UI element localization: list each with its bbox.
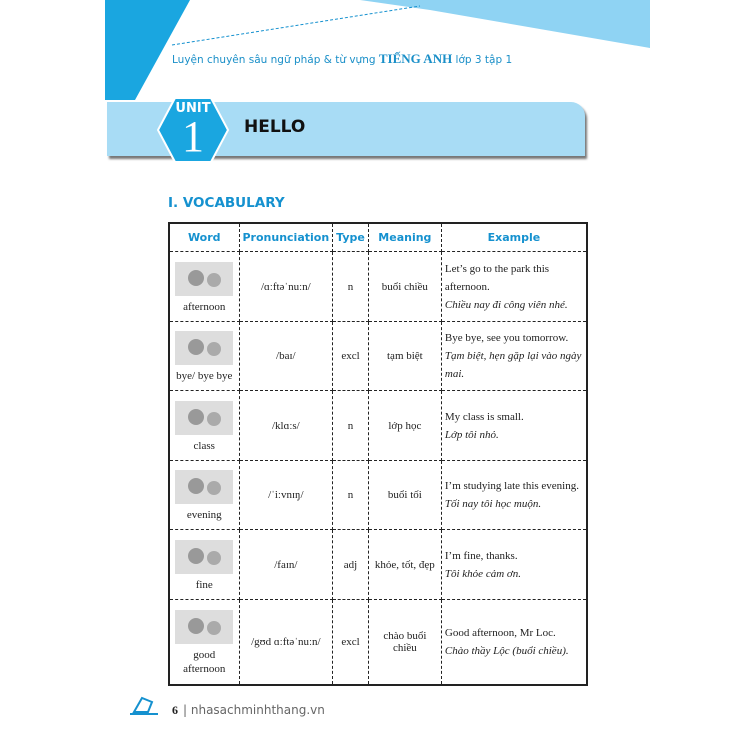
header-word: Word	[169, 223, 239, 252]
type-cell: excl	[333, 600, 369, 685]
example-translation: Tạm biệt, hẹn gặp lại vào ngày mai.	[444, 350, 582, 380]
pen-hand-icon	[128, 692, 164, 718]
word-cell	[169, 600, 239, 685]
word-text: class	[193, 439, 215, 452]
pronunciation-cell: /gʊd ɑːftəˈnuːn/	[239, 600, 333, 685]
unit-label: UNIT	[175, 101, 211, 116]
example-translation: Tôi khỏe cảm ơn.	[444, 567, 522, 580]
word-illustration-icon	[174, 538, 234, 576]
word-cell	[169, 322, 239, 391]
type-cell: excl	[333, 322, 369, 391]
meaning-cell: chào buổi chiều	[368, 600, 441, 685]
word-illustration-icon	[174, 399, 234, 437]
example-translation: Lớp tôi nhỏ.	[444, 428, 499, 441]
word-cell	[169, 391, 239, 461]
meaning-cell: tạm biệt	[368, 322, 441, 391]
table-header-row	[169, 223, 587, 252]
page-number: 6	[172, 703, 178, 717]
section-title: I. VOCABULARY	[168, 195, 285, 211]
word-cell	[169, 530, 239, 600]
pronunciation-cell: /faɪn/	[239, 530, 333, 600]
example-sentence: Bye bye, see you tomorrow.	[444, 332, 569, 344]
word-cell	[169, 461, 239, 530]
example-sentence: I’m fine, thanks.	[444, 549, 518, 562]
example-sentence: Let’s go to the park this afternoon.	[444, 262, 550, 293]
word-illustration-icon	[174, 608, 234, 646]
example-translation: Tối nay tôi học muộn.	[444, 498, 542, 510]
pronunciation-cell: /ɑːftəˈnuːn/	[239, 252, 333, 322]
example-sentence: I’m studying late this evening.	[444, 480, 579, 492]
example-sentence: Good afternoon, Mr Loc.	[444, 626, 556, 639]
meaning-cell: buổi chiều	[368, 252, 441, 322]
table-row	[169, 391, 587, 461]
meaning-cell: khỏe, tốt, đẹp	[368, 530, 441, 600]
example-cell	[441, 461, 587, 530]
book-subtitle: Luyện chuyên sâu ngữ pháp & từ vựng TIẾNG ANH lớp 3 tập 1	[172, 51, 513, 66]
type-cell: adj	[333, 530, 369, 600]
table-row	[169, 530, 587, 600]
pronunciation-cell: /klɑːs/	[239, 391, 333, 461]
example-cell	[441, 252, 587, 322]
word-text: evening	[186, 509, 222, 521]
example-cell	[441, 391, 587, 461]
type-cell: n	[333, 391, 369, 461]
table-row	[169, 322, 587, 391]
meaning-cell: buổi tối	[368, 461, 441, 530]
publisher-site: | nhasachminhthang.vn	[183, 703, 325, 717]
type-cell: n	[333, 252, 369, 322]
unit-number: 1	[182, 112, 204, 161]
pronunciation-cell: /ˈiːvnɪŋ/	[239, 461, 333, 530]
header-pronunciation: Pronunciation	[239, 223, 333, 252]
word-illustration-icon	[174, 468, 234, 506]
example-translation: Chiều nay đi công viên nhé.	[444, 298, 568, 311]
example-cell	[441, 600, 587, 685]
pronunciation-cell: /baɪ/	[239, 322, 333, 391]
header-meaning: Meaning	[368, 223, 441, 252]
word-cell	[169, 252, 239, 322]
unit-title: HELLO	[244, 117, 306, 137]
word-text: bye/ bye bye	[176, 370, 233, 382]
example-translation: Chào thầy Lộc (buổi chiều).	[444, 644, 569, 657]
meaning-cell: lớp học	[368, 391, 441, 461]
word-text: good afternoon	[183, 648, 226, 675]
header-type: Type	[333, 223, 369, 252]
word-text: fine	[195, 578, 213, 591]
header-example: Example	[441, 223, 587, 252]
table-row	[169, 252, 587, 322]
word-illustration-icon	[174, 260, 234, 298]
word-illustration-icon	[174, 329, 234, 367]
example-sentence: My class is small.	[444, 410, 524, 423]
example-cell	[441, 322, 587, 391]
example-cell	[441, 530, 587, 600]
type-cell: n	[333, 461, 369, 530]
table-row	[169, 461, 587, 530]
word-text: afternoon	[183, 300, 226, 313]
vocabulary-table	[168, 222, 588, 686]
table-row	[169, 600, 587, 685]
